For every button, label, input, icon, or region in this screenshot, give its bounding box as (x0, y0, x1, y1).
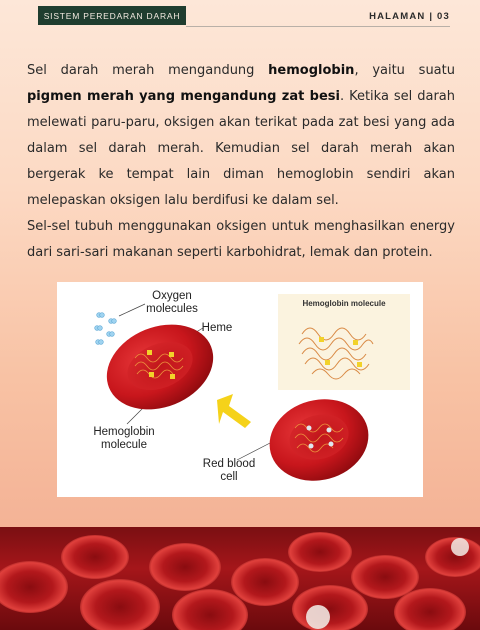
section-title: SISTEM PEREDARAN DARAH (43, 10, 181, 21)
oxygen-molecules-icon (95, 313, 117, 345)
label-hemoglobin: Hemoglobin molecule (93, 426, 155, 451)
section-title-tag (38, 6, 186, 25)
label-heme: Heme (201, 322, 233, 334)
p1-text-a: Sel darah merah mengandung (27, 63, 269, 78)
label-oxygen: Oxygen molecules (146, 290, 198, 315)
label-red-blood-cell: Red blood cell (202, 458, 256, 483)
paragraph-1 (27, 58, 455, 214)
red-blood-cell-small (260, 388, 377, 491)
blood-cells-image (0, 527, 480, 630)
page-number: HALAMAN | 03 (369, 11, 450, 22)
term-pigment: pigmen merah yang mengandung zat besi (27, 89, 340, 104)
paragraph-2: Sel-sel tubuh menggunakan oksigen untuk menghasilkan energy dari sari-sari makanan seperti karbohidrat, lemak dan protein. (27, 219, 455, 260)
inset-title: Hemoglobin molecule (302, 299, 386, 308)
term-hemoglobin: hemoglobin (268, 63, 355, 78)
header-divider (186, 26, 450, 27)
hemoglobin-figure (57, 282, 423, 497)
arrow-icon (217, 394, 251, 428)
p1-text-e: . Ketika sel darah melewati paru-paru, oksigen akan terikat pada zat besi yang ada dalam sel darah merah. Kemudian sel darah merah akan bergerak ke tempat lain diman hemoglobin sendiri akan melepaskan oksigen lalu berdifusi ke dalam sel. (27, 89, 456, 208)
p1-text-c: , yaitu suatu (354, 63, 455, 78)
body-text (27, 58, 455, 266)
